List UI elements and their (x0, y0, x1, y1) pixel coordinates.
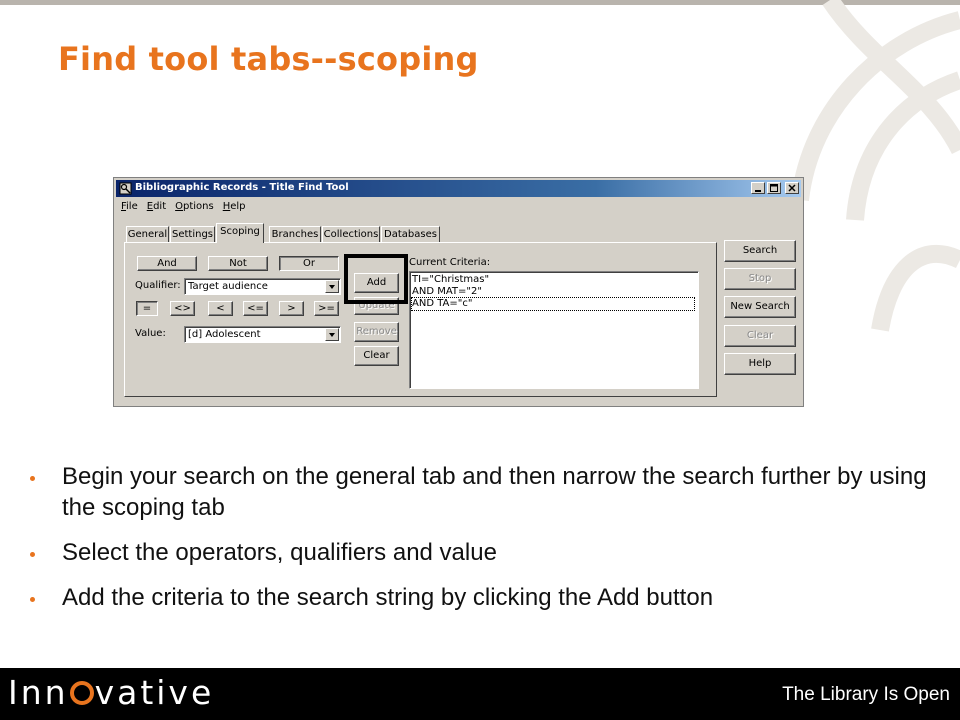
update-button[interactable]: Update (354, 297, 399, 315)
criteria-label: Current Criteria: (409, 257, 491, 268)
menu-options[interactable]: Options (175, 201, 214, 212)
tab-collections[interactable]: Collections (322, 226, 380, 242)
remove-button[interactable]: Remove (354, 322, 399, 342)
qualifier-label: Qualifier: (135, 280, 181, 291)
criteria-line[interactable]: TI="Christmas" (412, 274, 490, 285)
innovative-logo (8, 673, 214, 712)
bullet-icon (30, 476, 35, 481)
criteria-list[interactable] (409, 271, 699, 389)
close-button[interactable] (785, 182, 799, 194)
bullet-item (28, 582, 948, 613)
maximize-icon (768, 183, 780, 193)
or-button[interactable]: Or (279, 256, 339, 271)
clear-criteria-button[interactable]: Clear (354, 346, 399, 366)
slide-title: Find tool tabs--scoping (58, 40, 479, 78)
bullet-icon (30, 597, 35, 602)
add-button-highlight (344, 254, 408, 304)
app-icon (119, 182, 132, 195)
minimize-icon (752, 183, 764, 193)
logo-text-end: vative (94, 673, 215, 712)
bullet-text: Add the criteria to the search string by clicking the Add button (62, 584, 714, 611)
tab-settings[interactable]: Settings (170, 226, 215, 242)
value-value: [d] Adolescent (188, 329, 261, 340)
top-accent-bar (0, 0, 960, 5)
chevron-down-icon[interactable] (325, 328, 339, 341)
minimize-button[interactable] (751, 182, 765, 194)
bullet-text: Select the operators, qualifiers and value (62, 539, 497, 566)
tab-databases[interactable]: Databases (381, 226, 440, 242)
footer-bar (0, 668, 960, 720)
title-find-tool-window (113, 177, 804, 407)
search-button[interactable]: Search (724, 240, 796, 262)
greater-equal-button[interactable]: >= (314, 301, 339, 316)
less-equal-button[interactable]: <= (243, 301, 268, 316)
stop-button[interactable]: Stop (724, 268, 796, 290)
not-equal-button[interactable]: <> (170, 301, 195, 316)
logo-text-start: Inn (8, 673, 69, 712)
criteria-line[interactable]: AND MAT="2" (412, 286, 482, 297)
close-icon (786, 183, 798, 193)
clear-button[interactable]: Clear (724, 325, 796, 347)
value-select[interactable] (184, 326, 341, 343)
add-button[interactable]: Add (354, 273, 399, 293)
bullet-text: Begin your search on the general tab and then narrow the search further by using the scoping tab (62, 463, 927, 521)
menu-file[interactable]: File (121, 201, 138, 212)
bullet-icon (30, 552, 35, 557)
tagline: The Library Is Open (782, 684, 950, 705)
bullet-item (28, 461, 948, 523)
menu-help[interactable]: Help (222, 201, 246, 212)
maximize-button[interactable] (767, 182, 781, 194)
value-label: Value: (135, 328, 166, 339)
window-title: Bibliographic Records - Title Find Tool (135, 182, 349, 193)
and-button[interactable]: And (137, 256, 197, 271)
greater-than-button[interactable]: > (279, 301, 304, 316)
bullet-item (28, 537, 948, 568)
menu-bar (116, 199, 246, 215)
window-titlebar[interactable] (116, 180, 801, 197)
qualifier-value: Target audience (188, 281, 268, 292)
logo-o-icon (70, 681, 94, 705)
new-search-button[interactable]: New Search (724, 296, 796, 318)
criteria-line-selected[interactable]: AND TA="c" (412, 298, 694, 310)
chevron-down-icon[interactable] (325, 280, 339, 293)
less-than-button[interactable]: < (208, 301, 233, 316)
bullet-list (28, 461, 948, 627)
not-button[interactable]: Not (208, 256, 268, 271)
qualifier-select[interactable] (184, 278, 341, 295)
tab-scoping[interactable]: Scoping (216, 223, 264, 243)
help-button[interactable]: Help (724, 353, 796, 375)
menu-edit[interactable]: Edit (146, 201, 167, 212)
tab-branches[interactable]: Branches (269, 226, 321, 242)
equals-button[interactable]: = (136, 301, 158, 316)
tab-general[interactable]: General (126, 226, 169, 242)
